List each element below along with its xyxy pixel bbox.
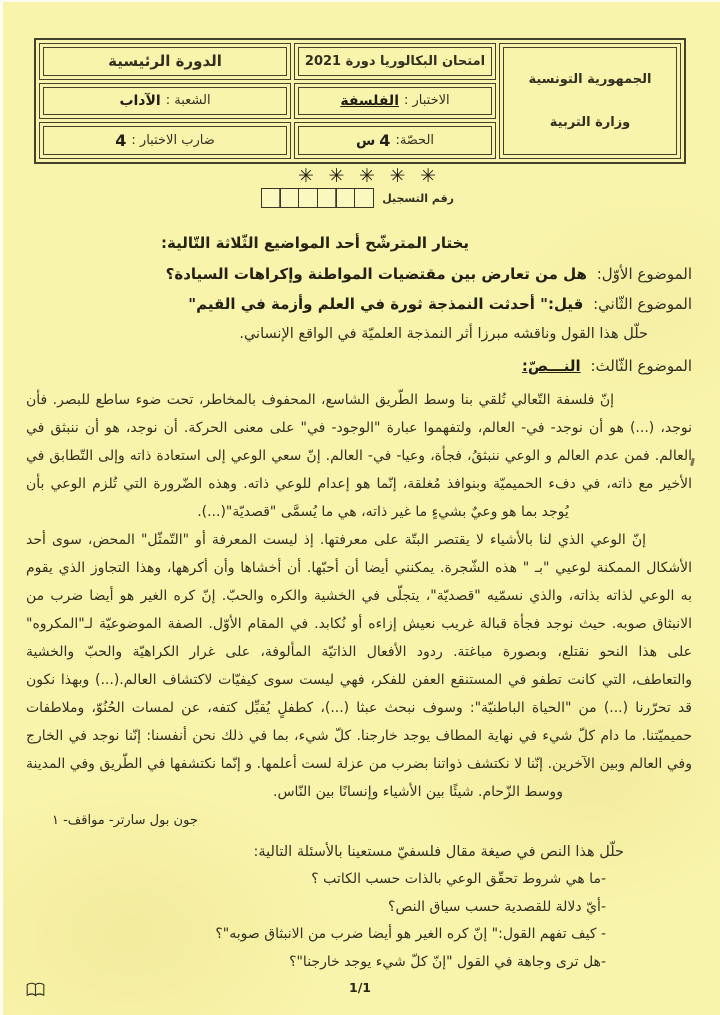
- coefficient-value: 4: [115, 131, 127, 151]
- branch-label: الشعبة :: [165, 93, 211, 109]
- registration-box: [261, 188, 281, 208]
- branch-cell: [39, 83, 291, 120]
- subject-label: الاختبار :: [404, 93, 450, 109]
- philosophy-text: [26, 386, 692, 806]
- registration-row: [262, 188, 454, 208]
- subject-first: [26, 259, 692, 289]
- republic-label: الجمهورية التونسية: [528, 72, 652, 87]
- subject-second-text: قيل:" أحدثت النمذجة ثورة في العلم وأزمة في القيم": [188, 295, 584, 313]
- candidate-instruction: يختار المترشّح أحد المواضيع الثّلاثة التّالية:: [161, 234, 470, 252]
- text-line: قد تحرّرنا (...) من "الحياة الباطنيّة": وسوف نبحث عبثا (...)، كطفلٍ يُقبِّل كتفه، عن لمسات الحُنُوّ، وملاطفات: [26, 700, 692, 716]
- subject-value: الفلسفة: [340, 92, 399, 109]
- registration-box: [354, 188, 374, 208]
- ministry-label: وزارة التربية: [549, 115, 631, 130]
- duration-label: الحصّة:: [395, 133, 435, 149]
- text-line: على هذا النحو نقتلع، وبصورة مباغتة. ردود الأفعال الذاتيّة المألوفة، على غرار الكراهيّة والحبّ والخشية: [26, 644, 692, 660]
- coefficient-cell: [39, 122, 291, 159]
- text-line: إنّ الوعي الذي لنا بالأشياء لا يقتصر البتّة على معرفتها. إذ ليست المعرفة أو "التّمثّل" المحض، سوى أحد: [26, 532, 646, 548]
- questions-intro: حلّل هذا النص في صيغة مقال فلسفيّ مستعينا بالأسئلة التالية:: [253, 844, 624, 860]
- author-attribution: جون بول سارتر- مواقف- ١: [52, 813, 198, 828]
- ministry-cell: [499, 43, 681, 159]
- branch-value: الآداب: [119, 92, 161, 109]
- exam-duration-cell: [294, 122, 496, 159]
- text-line: العالم. فمن عدم العالم و الوعي ننبثقُ، فجأة، وعيا- في- العالم. إنّ سعي الوعي إلى استعادة ذاته وإلى التّطابق في: [26, 448, 692, 464]
- exam-subject-cell: [294, 83, 496, 120]
- session-title: الدورة الرئيسية: [108, 52, 222, 71]
- registration-box: [279, 188, 299, 208]
- stars-row: ✳ ✳ ✳ ✳ ✳: [297, 165, 440, 187]
- question-item: -هل ترى وجاهة في القول "إنّ كلّ شيء يوجد خارجنا"؟: [289, 953, 606, 970]
- questions-block: [26, 838, 692, 976]
- duration-unit: س: [355, 132, 376, 149]
- text-line: به الوعي لذاته بذاته، والذي نسمّيه "قصديّة"، يتجلّى في الخشية والكره والحبّ. إنّ كره الغير هو أيضا ضرب من: [26, 588, 692, 604]
- text-line: الأشكال الممكنة لوعيي "بـ " هذه الشّجرة. يمكنني أيضا أن أحبّها. أن أخشاها وأن أكرهها، وهذا التجاوز الذي يقوم: [26, 560, 692, 576]
- registration-box: [335, 188, 355, 208]
- registration-boxes: [262, 188, 374, 208]
- text-line: الأخير مع ذاته، في دفء الحميميّة وبنوافذ مُغلقة، إنّما هو إعدام للوعي ذاته. وهذه الضّرورة التي تُلزم الوعي بأن: [26, 476, 692, 492]
- question-item: -ما هي شروط تحقّق الوعي بالذات حسب الكاتب ؟: [311, 871, 606, 887]
- page-number: 1/1: [349, 980, 371, 995]
- text-line: إنّ فلسفة التّعالي تُلقي بنا وسط الطّريق الشاسع، المحفوف بالمخاطر، تحت ضوء ساطع للبصر. فأن: [26, 392, 614, 408]
- subject-third-title: النـــصّ:: [521, 357, 581, 375]
- registration-box: [298, 188, 318, 208]
- text-line: والتعاطف، التي كانت تطفو في المستنقع العفن للفكر، فهي ليست سوى كيفيّات لاكتشاف العالم.(...) وبهذا نكون: [26, 672, 692, 688]
- question-item: -أيّ دلالة للقصدية حسب سياق النص؟: [388, 898, 606, 915]
- question-item: - كيف تفهم القول:" إنّ كره الغير هو أيضا ضرب من الانبثاق صوبه"؟: [215, 926, 606, 942]
- subject-third: [26, 351, 692, 381]
- registration-box: [317, 188, 337, 208]
- scan-top-edge: [0, 0, 720, 2]
- session-cell: [39, 43, 291, 80]
- open-book-icon: [26, 982, 45, 998]
- text-line: الانبثاق صوبه. حيث نوجد فجأة قبالة غريب نعيش إزاءه أو نُكابد. في المقام الأوّل. الصفة الموضوعيّة لـ"المكروه": [26, 616, 692, 632]
- coefficient-label: ضارب الاختبار :: [131, 133, 215, 149]
- text-line: نوجد، (...) هو أن نوجد- في- العالم، ولتفهموا عبارة "الوجود- في" على معنى الحركة. أن نوجد، هو أن ننبثق في: [26, 420, 692, 436]
- exam-title-cell: [294, 43, 496, 80]
- text-line: ووسط الزّحام. شيئًا بين الأشياء وإنسانًا بين النّاس.: [273, 784, 563, 800]
- text-line: حميميّتنا. ما دام كلّ شيء في نهاية المطاف يوجد خارجنا. كلّ شيء، بما في ذلك نحن أنفسنا: إنّنا نوجد في الخارج: [26, 728, 692, 744]
- subject-second: [26, 289, 692, 319]
- text-line: وفي العالم وبين الآخرين. إنّنا لا نكتشف ذواتنا بضرب من عزلة لست أعلمها. و إنّما نكتشفها في الطّريق وفي المدينة: [26, 756, 692, 772]
- exam-title: امتحان البكالوريا دورة 2021: [304, 53, 486, 69]
- subject-first-label: الموضوع الأوّل:: [596, 265, 692, 283]
- registration-block: [262, 165, 454, 208]
- subject-first-text: هل من تعارض بين مقتضيات المواطنة وإكراهات السيادة؟: [165, 265, 587, 283]
- subject-second-label: الموضوع الثّاني:: [593, 295, 692, 313]
- registration-label: رقم التسجيل: [382, 191, 454, 205]
- subject-third-label: الموضوع الثّالث:: [590, 357, 692, 375]
- duration-value: 4: [379, 131, 391, 151]
- text-line: يُوجد بما هو وعيٌ بشيءٍ ما غير ذاته، هي ما يُسمَّى "قصديّة"(...).: [197, 504, 569, 520]
- subject-second-instruction: حلّل هذا القول وناقشه مبرزا أثر النمذجة العلميّة في الواقع الإنساني.: [239, 326, 648, 342]
- header-table: [34, 38, 686, 164]
- scan-left-edge: [0, 0, 3, 1015]
- exam-content: [26, 228, 692, 976]
